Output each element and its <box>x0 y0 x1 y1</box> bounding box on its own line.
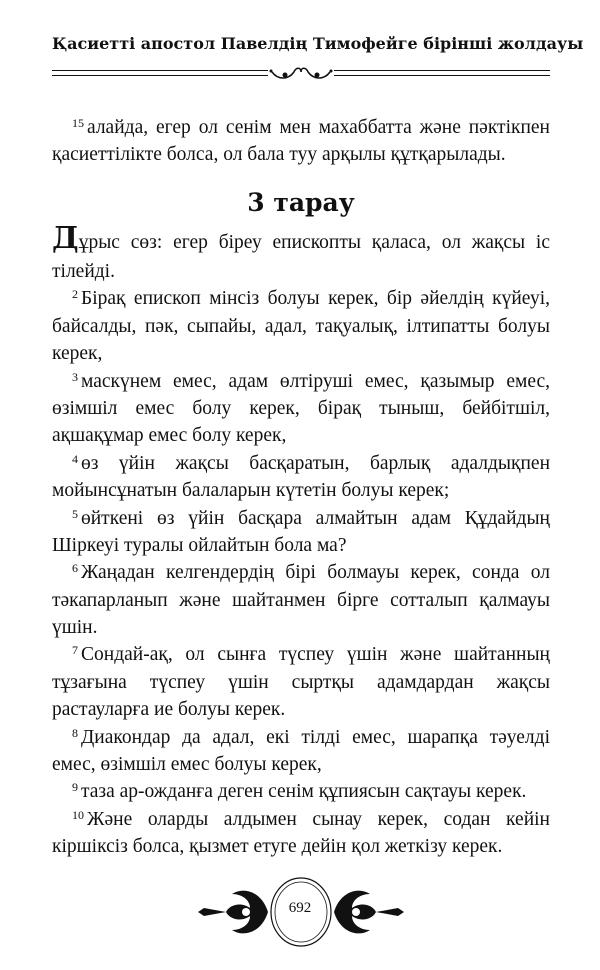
verse-text: қасиеттілікте болса, ол бала туу арқылы құтқарылады. <box>52 144 506 166</box>
page-number: 692 <box>288 900 312 916</box>
verse-number: 5 <box>72 506 78 521</box>
verse-number: 9 <box>72 780 78 795</box>
verse-text: өзімшіл емес болу керек, бірақ тыныш, бейбітшіл, <box>52 397 550 419</box>
verse-line <box>52 114 550 141</box>
verse-text: ақшақұмар емес болу керек, <box>52 425 287 447</box>
chapter-title: 3 тарау <box>247 188 355 217</box>
verse-line <box>52 422 550 449</box>
verse-line <box>52 285 550 312</box>
verse-text: байсалды, пәк, сыпайы, адал, тақуалық, ілтипатты болуы <box>52 315 550 337</box>
verse-line <box>52 340 550 367</box>
verse-text: үшін. <box>52 617 98 639</box>
verse-line <box>52 220 550 258</box>
verse-line <box>52 450 550 477</box>
verse-number: 15 <box>72 116 84 130</box>
verse-line <box>52 559 550 586</box>
verse-line <box>52 141 550 168</box>
verse-text: Сондай-ақ, ол сынға түспеу үшін және шайтанның <box>81 644 550 666</box>
header-ornament-icon <box>268 66 334 84</box>
verse-text: кіршіксіз болса, қызмет етуге дейін қол жеткізу керек. <box>52 836 503 858</box>
verse-number: 6 <box>72 561 78 576</box>
verse-text: тілейді. <box>52 261 115 282</box>
verse-text: мойынсұнатын балаларын күтетін болуы керек; <box>52 480 450 502</box>
verse-text: өйткені өз үйін басқара алмайтын адам Құдайдың <box>81 507 550 529</box>
verse-line <box>52 669 550 696</box>
verse-number: 3 <box>72 369 78 384</box>
verse-text: емес, өзімшіл емес болуы керек, <box>52 754 322 776</box>
verse-line <box>52 313 550 340</box>
verse-line <box>52 587 550 614</box>
verse-line <box>52 778 550 805</box>
verse-15 <box>52 114 550 169</box>
verse-number: 7 <box>72 643 78 658</box>
verse-line <box>52 641 550 668</box>
verse-line <box>52 368 550 395</box>
verse-text: Диакондар да адал, екі тілді емес, шарапқа тәуелді <box>81 726 550 748</box>
verse-text: таза ар-ожданға деген сенім құпиясын сақтауы керек. <box>81 781 527 803</box>
verse-line <box>52 833 550 860</box>
verse-line <box>52 751 550 778</box>
verse-text: алайда, егер ол сенім мен махаббатта және пәктікпен <box>87 117 550 138</box>
verse-text: өз үйін жақсы басқаратын, барлық адалдықпен <box>81 452 550 474</box>
drop-cap: Д <box>52 221 79 256</box>
verse-text: Және оларды алдымен сынау керек, содан кейін <box>87 808 550 830</box>
verse-line <box>52 395 550 422</box>
running-title: Қасиетті апостол Павелдің Тимофейге бірінші жолдауы <box>52 34 584 53</box>
verse-line <box>52 477 550 504</box>
verse-number: 2 <box>72 287 78 302</box>
chapter-text <box>52 220 550 861</box>
verse-number: 4 <box>72 451 78 466</box>
verse-number: 8 <box>72 725 78 740</box>
verse-line <box>52 532 550 559</box>
verse-text: тәкапарланып және шайтанмен бірге сотталып қалмауы <box>52 589 550 611</box>
verse-text: ұрыс сөз: егер біреу епископты қаласа, ол жақсы іс <box>78 232 550 253</box>
verse-text: Шіркеуі туралы ойлайтын бола ма? <box>52 534 347 556</box>
verse-number: 10 <box>72 807 84 822</box>
verse-line <box>52 505 550 532</box>
verse-text: Жаңадан келгендердің бірі болмауы керек, сонда ол <box>81 562 550 584</box>
verse-line <box>52 696 550 723</box>
verse-text: маскүнем емес, адам өлтіруші емес, қазымыр емес, <box>81 370 550 392</box>
verse-text: керек, <box>52 343 103 365</box>
verse-line <box>52 258 550 285</box>
verse-text: Бірақ епископ мінсіз болуы керек, бір әйелдің күйеуі, <box>81 288 550 310</box>
verse-text: тұзағына түспеу үшін сыртқы адамдардан жақсы <box>52 671 550 693</box>
verse-line <box>52 806 550 833</box>
verse-line <box>52 724 550 751</box>
verse-text: растауларға ие болуы керек. <box>52 699 286 721</box>
verse-line <box>52 614 550 641</box>
